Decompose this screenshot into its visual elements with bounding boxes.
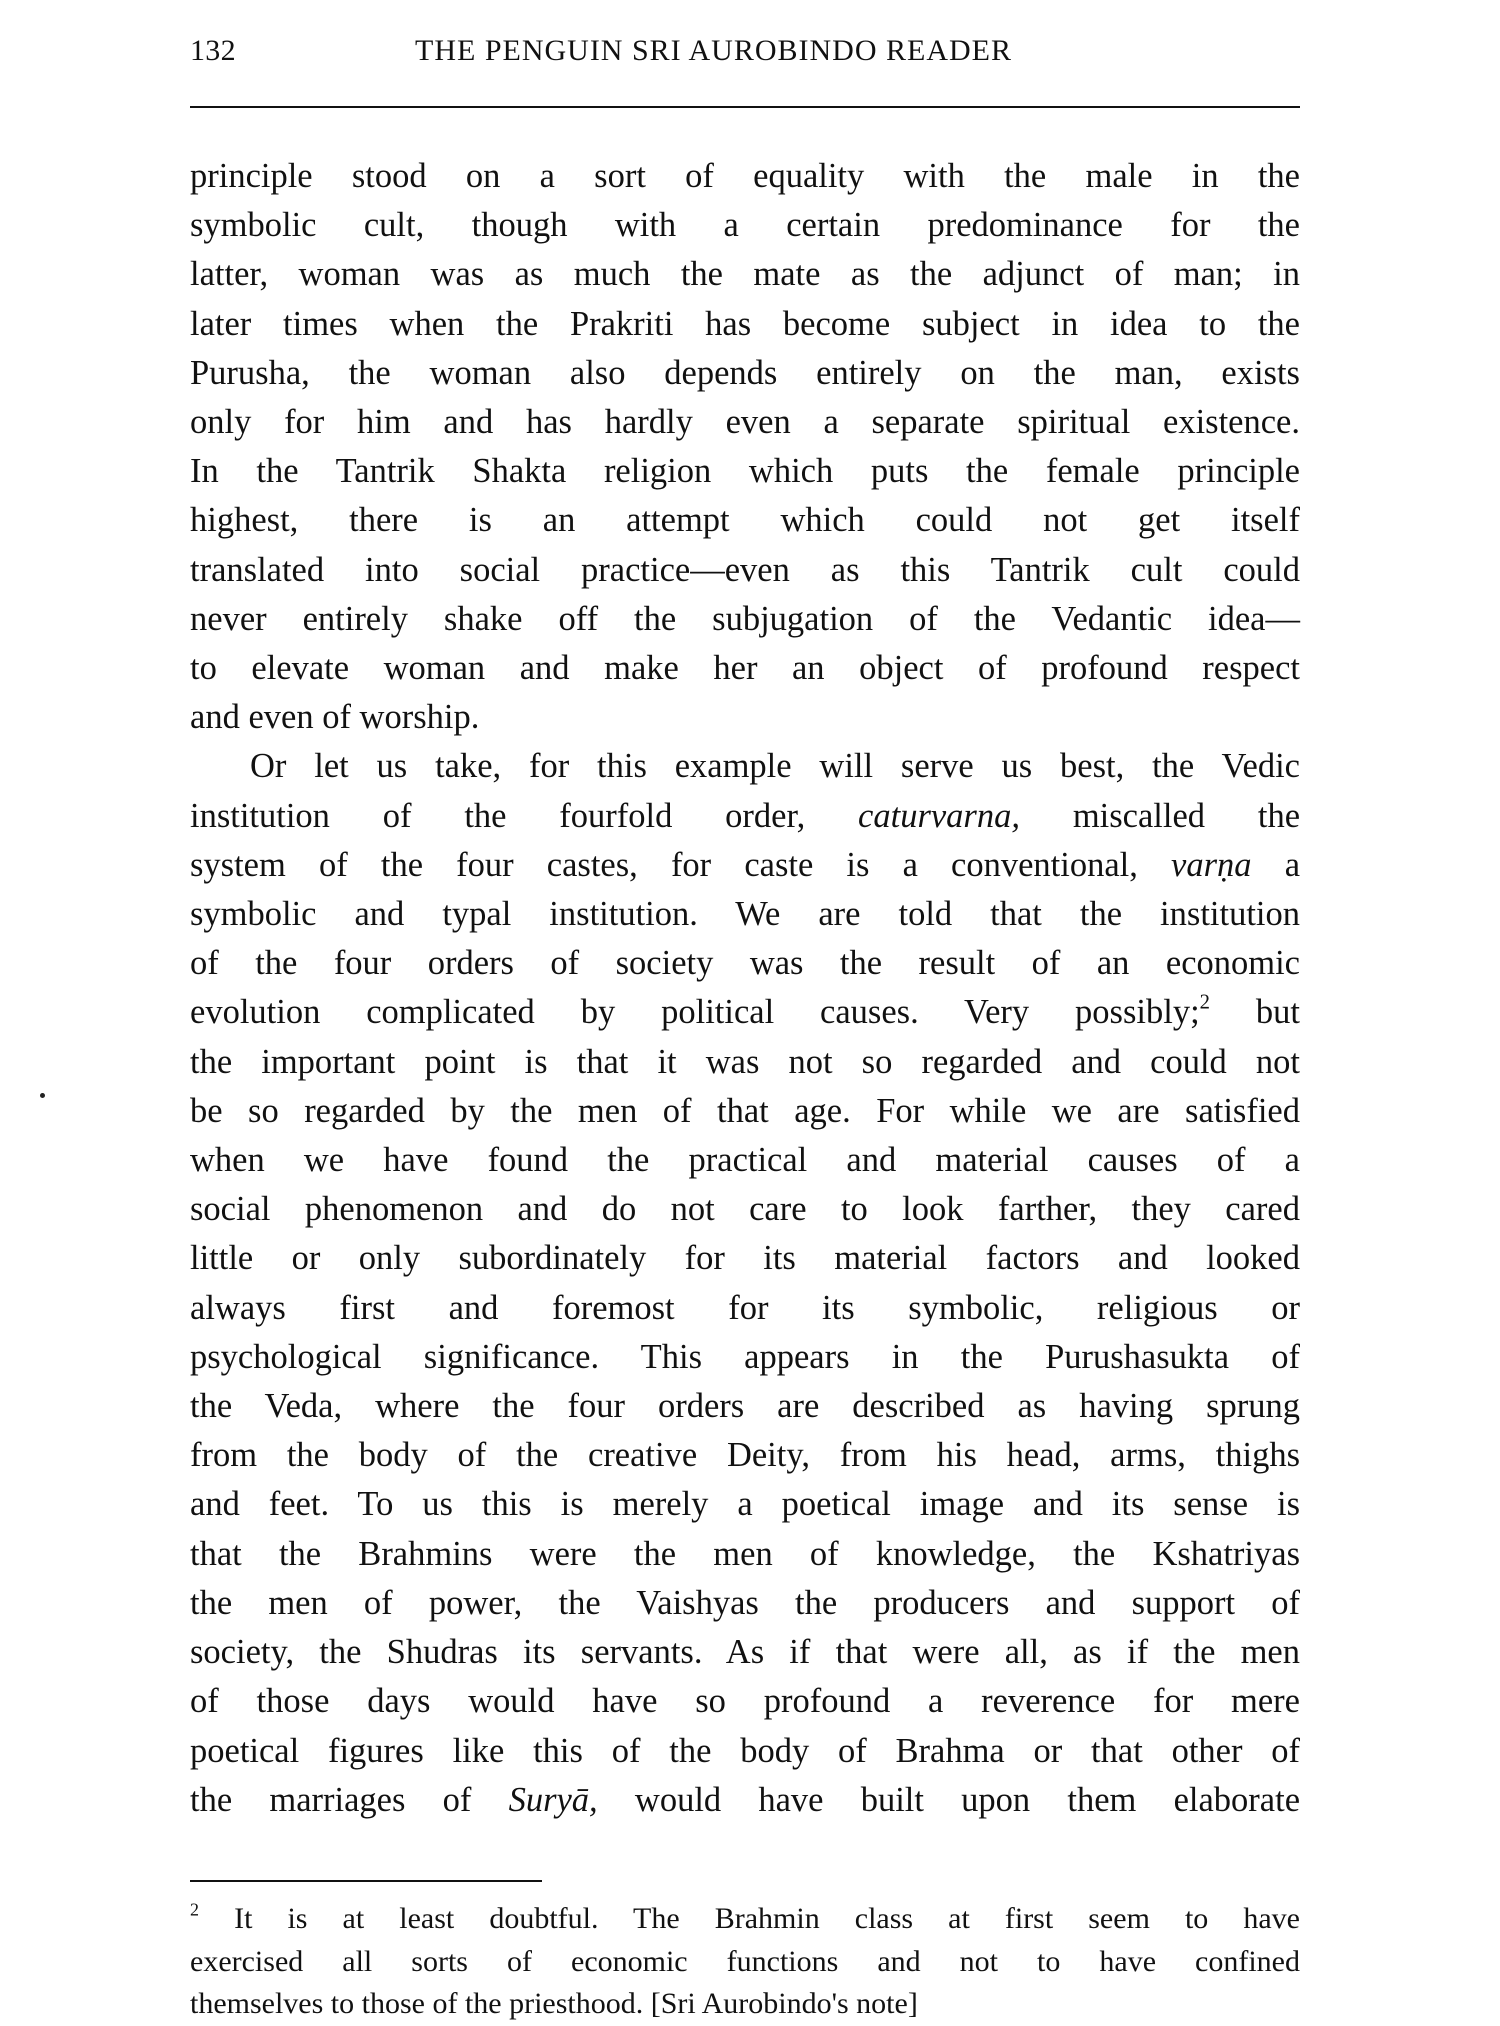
text-line: little or only subordinately for its material factors and looked: [190, 1239, 1300, 1278]
text-run: would have built upon them elaborate: [634, 1780, 1301, 1819]
text-line: never entirely shake off the subjugation of the Vedantic idea—: [190, 599, 1300, 638]
body-text: [190, 152, 1300, 1825]
text-line: psychological significance. This appears in the Purushasukta of: [190, 1337, 1300, 1376]
running-head: [190, 28, 1300, 74]
paragraph-1: [190, 152, 1300, 742]
text-line: Or let us take, for this example will serve us best, the Vedic: [250, 747, 1300, 786]
text-line: highest, there is an attempt which could not get itself: [190, 501, 1300, 540]
running-title: THE PENGUIN SRI AUROBINDO READER: [415, 34, 1013, 67]
text-line: poetical figures like this of the body of Brahma or that other of: [190, 1731, 1300, 1770]
text-run: miscalled the: [1072, 796, 1301, 835]
text-run: institution of the fourfold order,: [190, 796, 806, 835]
italic-term: varṇa: [1171, 845, 1252, 884]
text-run: the marriages of: [190, 1780, 472, 1819]
text-line: the important point is that it was not so regarded and could not: [190, 1042, 1300, 1081]
text-run: It is at least doubtful. The Brahmin class at first seem to have: [234, 1902, 1301, 1935]
text-run: evolution complicated by political causes. Very possibly;: [190, 993, 1200, 1032]
text-line: principle stood on a sort of equality with the male in the: [190, 157, 1300, 195]
text-line: latter, woman was as much the mate as the adjunct of man; in: [190, 255, 1300, 294]
text-line: only for him and has hardly even a separate spiritual existence.: [190, 403, 1300, 442]
text-line: symbolic cult, though with a certain predominance for the: [190, 206, 1300, 245]
text-line: of those days would have so profound a reverence for mere: [190, 1682, 1300, 1721]
footnote-reference[interactable]: 2: [1199, 991, 1210, 1014]
text-line: that the Brahmins were the men of knowledge, the Kshatriyas: [190, 1534, 1300, 1573]
text-line: translated into social practice—even as this Tantrik cult could: [190, 550, 1300, 589]
text-line: of the four orders of society was the result of an economic: [190, 944, 1300, 983]
text-line: and even of worship.: [190, 698, 480, 737]
footnote: [190, 1898, 1300, 2026]
footnote-line: [190, 1898, 1300, 1941]
text-line: and feet. To us this is merely a poetical image and its sense is: [190, 1485, 1300, 1524]
text-line: social phenomenon and do not care to look farther, they cared: [190, 1190, 1300, 1229]
page-number: 132: [190, 34, 236, 67]
text-run: but: [1255, 993, 1300, 1032]
text-run: a: [1284, 845, 1301, 884]
book-page: [190, 28, 1301, 2020]
text-line: symbolic and typal institution. We are told that the institution: [190, 895, 1300, 934]
text-line: society, the Shudras its servants. As if that were all, as if the men: [190, 1633, 1300, 1672]
text-line: [190, 792, 1300, 841]
text-line: always first and foremost for its symbolic, religious or: [190, 1288, 1300, 1327]
paragraph-2: [190, 742, 1300, 1824]
italic-term: caturvarna,: [858, 796, 1020, 835]
header-rule: [190, 106, 1300, 108]
italic-term: Suryā,: [508, 1780, 598, 1819]
footnote-line: exercised all sorts of economic functions and not to have confined: [190, 1944, 1300, 1978]
text-line: the men of power, the Vaishyas the producers and support of: [190, 1583, 1300, 1622]
footnote-line: themselves to those of the priesthood. [Sri Aurobindo's note]: [190, 1987, 918, 2020]
footnote-marker: 2: [190, 1899, 199, 1920]
text-line: when we have found the practical and material causes of a: [190, 1141, 1300, 1180]
text-line: In the Tantrik Shakta religion which puts the female principle: [190, 452, 1300, 491]
text-line: [190, 988, 1300, 1037]
text-run: system of the four castes, for caste is a conventional,: [190, 845, 1138, 884]
text-line: to elevate woman and make her an object of profound respect: [190, 649, 1300, 688]
text-line: [190, 841, 1300, 890]
scan-speck: [40, 1093, 45, 1098]
text-line: be so regarded by the men of that age. For while we are satisfied: [190, 1091, 1300, 1130]
text-line: later times when the Prakriti has become subject in idea to the: [190, 304, 1300, 343]
text-line: the Veda, where the four orders are described as having sprung: [190, 1387, 1300, 1426]
footnote-rule: [190, 1880, 542, 1882]
text-line: Purusha, the woman also depends entirely on the man, exists: [190, 353, 1300, 392]
text-line: from the body of the creative Deity, from his head, arms, thighs: [190, 1436, 1300, 1475]
text-line: [190, 1776, 1300, 1825]
